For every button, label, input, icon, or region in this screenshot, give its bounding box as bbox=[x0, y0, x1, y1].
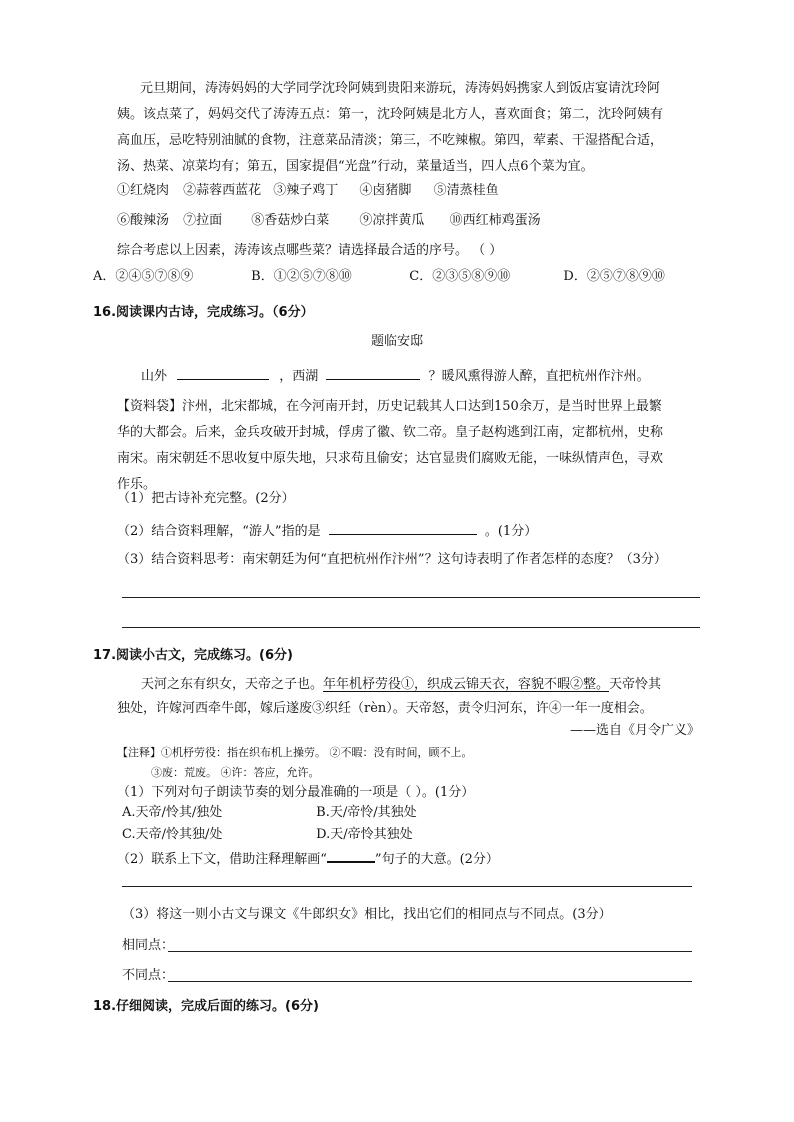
q17-source: ——选自《月令广义》 bbox=[569, 723, 700, 738]
same-label: 相同点： bbox=[122, 938, 175, 953]
q17-heading: 17.阅读小古文，完成练习。(6分) bbox=[93, 648, 293, 663]
q16-sub3: （3）结合资料思考：南宋朝廷为何“直把杭州作汴州”？这句诗表明了作者怎样的态度？（3分） bbox=[117, 552, 667, 567]
option-d: D．②⑤⑦⑧⑨⑩ bbox=[563, 269, 665, 284]
dish-2: ②蒜蓉西蓝花 bbox=[183, 183, 262, 198]
q17-sub3: （3）将这一则小古文与课文《牛郎织女》相比，找出它们的相同点与不同点。(3分） bbox=[122, 907, 612, 922]
q17-sub2 bbox=[117, 848, 499, 869]
q15-question: 综合考虑以上因素，涛涛该点哪些菜？请选择最合适的序号。 （ ） bbox=[117, 243, 503, 258]
q17-text-1b: 天帝怜其 bbox=[609, 677, 662, 692]
poem-title: 题临安邸 bbox=[370, 334, 423, 349]
poem-blank-1[interactable] bbox=[177, 366, 269, 380]
dish-10: ⑩西红柿鸡蛋汤 bbox=[449, 213, 541, 228]
q17-option-b: B.天/帝怜/其独处 bbox=[316, 805, 417, 820]
q16-sub2 bbox=[117, 521, 537, 541]
q16-answer-line-1[interactable] bbox=[122, 597, 700, 598]
q17-option-c: C.天帝/怜其独/处 bbox=[122, 827, 223, 842]
dish-6: ⑥酸辣汤 bbox=[117, 213, 170, 228]
q16-sub2-text: （2）结合资料理解，“游人”指的是 bbox=[117, 524, 321, 539]
q17-underlined-sentence: 年年机杼劳役①，织成云锦天衣，容貌不暇②整。 bbox=[323, 677, 610, 692]
q15-para-line-2: 姨。该点菜了，妈妈交代了涛涛五点：第一，沈玲阿姨是北方人，喜欢面食；第二，沈玲阿姨有 bbox=[117, 107, 664, 122]
q17-sub2-answer-line[interactable] bbox=[122, 886, 692, 887]
ref-line-2: 华的大都会。后来，金兵攻破开封城，俘虏了徽、钦二帝。皇子赵构逃到江南，定都杭州，史称 bbox=[117, 425, 664, 440]
q15-dishes-row-1 bbox=[117, 182, 499, 200]
same-answer-line[interactable] bbox=[168, 951, 692, 952]
youren-answer-blank[interactable] bbox=[329, 521, 477, 535]
poem-part-c: ？暖风熏得游人醉，直把杭州作汴州。 bbox=[428, 369, 650, 384]
q17-options-row-1 bbox=[122, 804, 417, 822]
option-a: A．②④⑤⑦⑧⑨ bbox=[93, 269, 194, 284]
q15-para-line-4: 汤、热菜、凉菜均有；第五，国家提倡“光盘”行动，菜量适当，四人点6个菜为宜。 bbox=[117, 159, 594, 174]
q17-text-line-2: 独处，许嫁河西牵牛郎，嫁后遂废③织纴（rèn）。天帝怒，责令归河东，许④一年一度相会。 bbox=[117, 701, 653, 716]
q15-dishes-row-2 bbox=[117, 212, 541, 230]
q17-option-a: A.天帝/怜其/独处 bbox=[122, 805, 223, 820]
q17-text-line-1 bbox=[141, 676, 661, 694]
dish-5: ⑤清蒸桂鱼 bbox=[433, 183, 499, 198]
q17-note-2: ③废：荒废。 ④许：答应，允许。 bbox=[151, 766, 320, 779]
q17-sub2-score: ”句子的大意。(2分） bbox=[374, 852, 499, 867]
q17-option-d: D.天/帝怜其独处 bbox=[316, 827, 413, 842]
diff-answer-line[interactable] bbox=[168, 981, 692, 982]
q17-sub2-mark bbox=[327, 848, 375, 863]
dish-1: ①红烧肉 bbox=[117, 183, 170, 198]
q17-text-1a: 天河之东有织女，天帝之子也。 bbox=[141, 677, 324, 692]
poem-blank-2[interactable] bbox=[326, 366, 420, 380]
option-b: B．①②⑤⑦⑧⑩ bbox=[251, 269, 352, 284]
q16-answer-line-2[interactable] bbox=[122, 627, 700, 628]
q17-sub2-text: （2）联系上下文，借助注释理解画“ bbox=[117, 852, 327, 867]
dish-3: ③辣子鸡丁 bbox=[273, 183, 339, 198]
q15-para-line-3: 高血压，忌吃特别油腻的食物，注意菜品清淡；第三，不吃辣椒。第四，荤素、干湿搭配合适， bbox=[117, 133, 664, 148]
dish-4: ④卤猪脚 bbox=[359, 183, 412, 198]
diff-label: 不同点： bbox=[122, 968, 175, 983]
q16-heading: 16.阅读课内古诗，完成练习。（6分） bbox=[93, 305, 314, 320]
ref-line-3: 南宋。南宋朝廷不思收复中原失地，只求苟且偷安；达官显贵们腐败无能，一味纵情声色，寻欢 bbox=[117, 451, 664, 466]
q15-options bbox=[93, 268, 665, 286]
q15-para-line-1: 元旦期间，涛涛妈妈的大学同学沈玲阿姨到贵阳来游玩，涛涛妈妈携家人到饭店宴请沈玲阿 bbox=[140, 81, 661, 96]
ref-line-1: 【资料袋】汴州，北宋都城，在今河南开封，历史记载其人口达到150余万，是当时世界上最繁 bbox=[117, 399, 662, 414]
ref-line-4: 作乐。 bbox=[117, 477, 157, 492]
dish-9: ⑨凉拌黄瓜 bbox=[359, 213, 425, 228]
poem-part-b: ，西湖 bbox=[279, 369, 319, 384]
q18-heading: 18.仔细阅读，完成后面的练习。(6分) bbox=[93, 999, 319, 1014]
poem-line bbox=[141, 366, 650, 386]
poem-part-a: 山外 bbox=[141, 369, 168, 384]
q16-sub2-score: 。(1分） bbox=[484, 524, 538, 539]
option-c: C．②③⑤⑧⑨⑩ bbox=[409, 269, 511, 284]
q16-sub1: （1）把古诗补充完整。(2分） bbox=[117, 491, 295, 506]
q17-note-1: 【注释】①机杼劳役：指在织布机上操劳。 ②不暇：没有时间，顾不上。 bbox=[117, 746, 473, 759]
q17-sub1: （1）下列对句子朗读节奏的划分最准确的一项是（ ）。(1分） bbox=[117, 785, 475, 800]
q17-options-row-2 bbox=[122, 826, 413, 844]
dish-7: ⑦拉面 bbox=[183, 213, 223, 228]
dish-8: ⑧香菇炒白菜 bbox=[251, 213, 330, 228]
